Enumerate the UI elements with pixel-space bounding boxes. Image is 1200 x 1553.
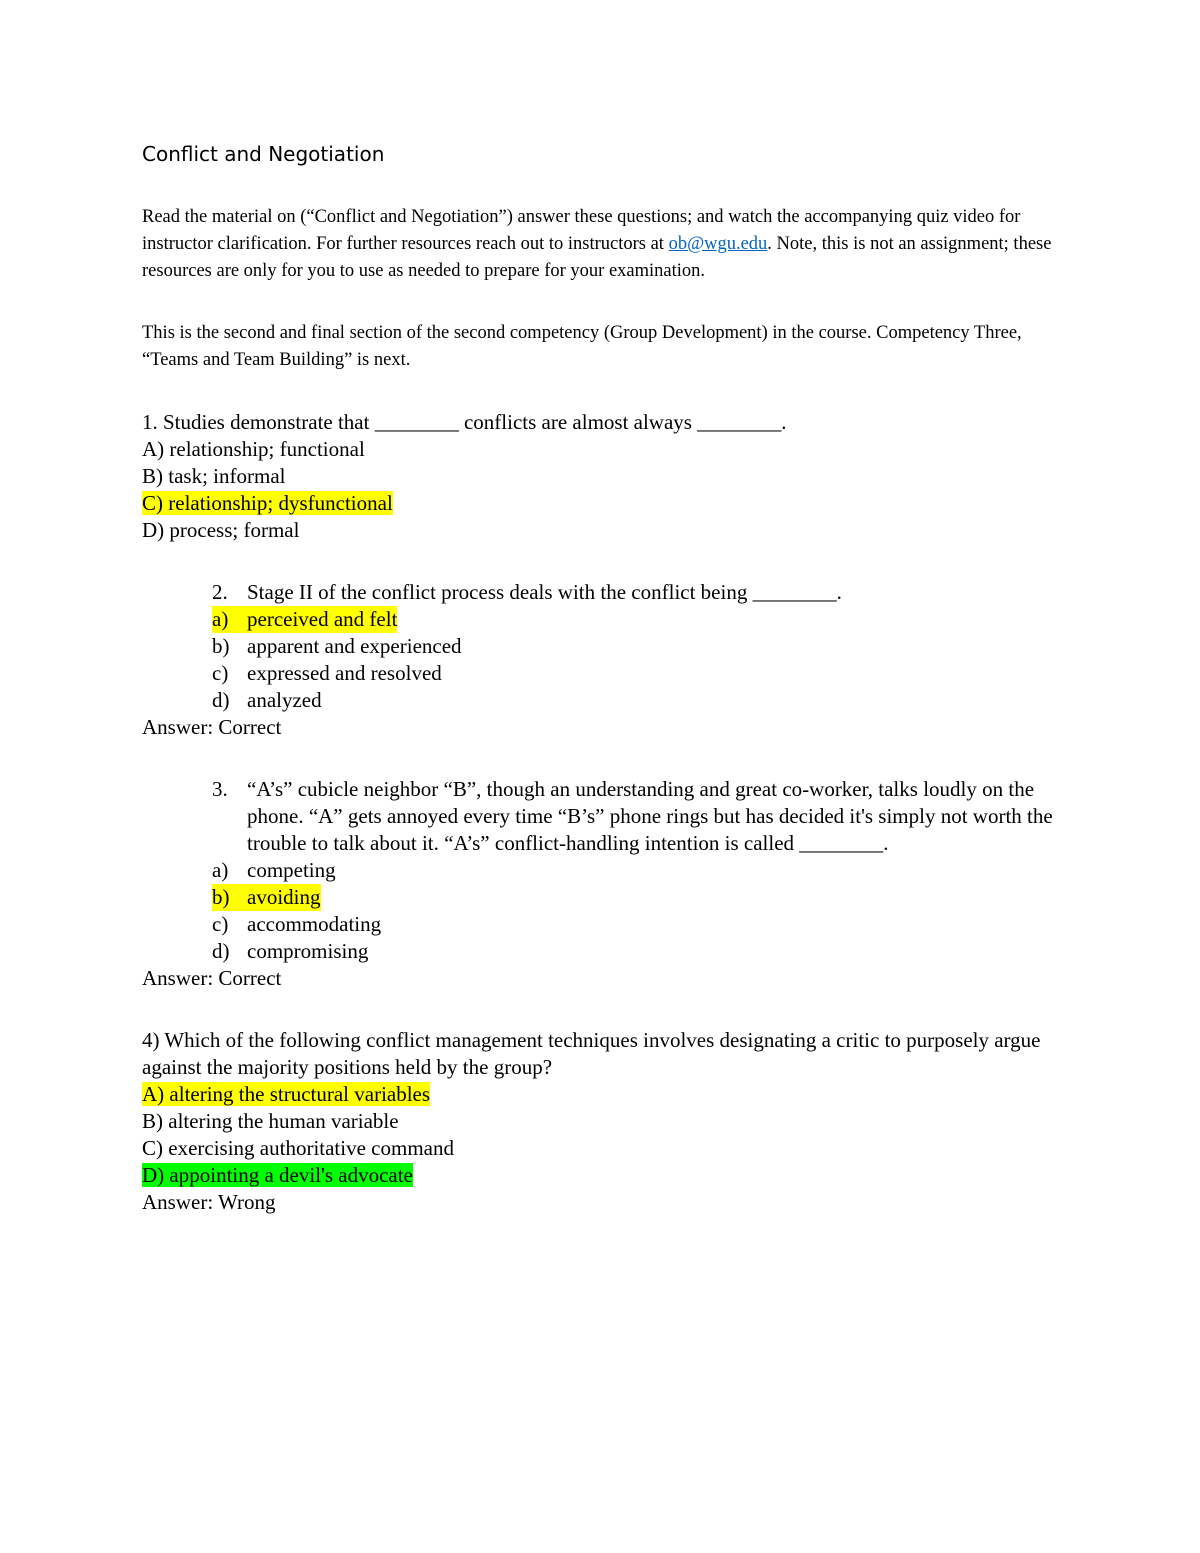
option-text: compromising	[247, 939, 369, 963]
intro-text-before-link: Read the material on (“Conflict and Negotiation”) answer these questions; and watch the accompanying quiz video for instructor clarification. For further resources reach out to instructors at	[142, 207, 1021, 254]
document-title: Conflict and Negotiation	[142, 142, 385, 166]
question-4-option-d	[142, 1162, 1062, 1189]
option-text: competing	[247, 858, 336, 882]
question-4-option-b: B) altering the human variable	[142, 1109, 399, 1133]
question-1	[142, 409, 1062, 544]
question-2-stem	[212, 579, 1062, 606]
option-text: expressed and resolved	[247, 661, 442, 685]
intro-text-after-link: . Note, this is not an assignment; these resources are only for you to use as needed to prepare for your examination.	[142, 234, 1052, 281]
question-2-text: Stage II of the conflict process deals with the conflict being ________.	[247, 580, 842, 604]
question-3-option-d	[212, 938, 1062, 965]
question-2-option-b	[212, 633, 1062, 660]
option-text: apparent and experienced	[247, 634, 462, 658]
question-1-option-a: A) relationship; functional	[142, 437, 365, 461]
option-label: a)	[212, 858, 229, 882]
question-3-text: “A’s” cubicle neighbor “B”, though an understanding and great co-worker, talks loudly on the phone. “A” gets annoyed every time “B’s” phone rings but has decided it's simply not worth the trouble to talk about it. “A’s” conflict-handling intention is called ________.	[247, 777, 1053, 855]
highlighted-answer: C) relationship; dysfunctional	[142, 491, 393, 515]
question-3-option-b	[212, 884, 1062, 911]
highlighted-answer: avoiding	[247, 885, 321, 909]
option-label: a)	[212, 606, 247, 633]
option-text: accommodating	[247, 912, 382, 936]
question-1-option-b: B) task; informal	[142, 464, 286, 488]
highlighted-answer: perceived and felt	[247, 607, 398, 631]
option-label: c)	[212, 912, 229, 936]
intro-paragraph-1	[142, 204, 1062, 285]
question-2-option-d	[212, 687, 1062, 714]
option-label: b)	[212, 884, 247, 911]
question-3-stem	[212, 776, 1062, 857]
correct-answer-highlight: D) appointing a devil's advocate	[142, 1163, 413, 1187]
question-3	[142, 776, 1062, 992]
option-text: analyzed	[247, 688, 322, 712]
question-3-option-c	[212, 911, 1062, 938]
question-1-option-d: D) process; formal	[142, 518, 300, 542]
highlighted-answer: A) altering the structural variables	[142, 1082, 431, 1106]
question-3-option-a	[212, 857, 1062, 884]
question-4	[142, 1027, 1062, 1216]
question-1-option-c	[142, 490, 1062, 517]
question-1-text: 1. Studies demonstrate that ________ conflicts are almost always ________.	[142, 410, 787, 434]
question-4-answer: Answer: Wrong	[142, 1190, 276, 1214]
question-3-number: 3.	[212, 777, 228, 801]
question-2-option-a	[212, 606, 1062, 633]
option-label: b)	[212, 634, 230, 658]
intro-paragraph-2: This is the second and final section of the second competency (Group Development) in the course. Competency Three, “Teams and Team Building” is next.	[142, 323, 1022, 370]
document-page	[142, 140, 1062, 1216]
question-3-answer: Answer: Correct	[142, 966, 282, 990]
option-label: d)	[212, 939, 230, 963]
question-2	[142, 579, 1062, 741]
instructor-email-link[interactable]: ob@wgu.edu	[668, 234, 768, 254]
option-label: c)	[212, 661, 229, 685]
question-4-option-a	[142, 1081, 1062, 1108]
option-label: d)	[212, 688, 230, 712]
question-4-option-c: C) exercising authoritative command	[142, 1136, 454, 1160]
question-2-answer: Answer: Correct	[142, 715, 282, 739]
question-4-text: 4) Which of the following conflict management techniques involves designating a critic to purposely argue against the majority positions held by the group?	[142, 1028, 1041, 1079]
question-2-number: 2.	[212, 580, 228, 604]
question-2-option-c	[212, 660, 1062, 687]
